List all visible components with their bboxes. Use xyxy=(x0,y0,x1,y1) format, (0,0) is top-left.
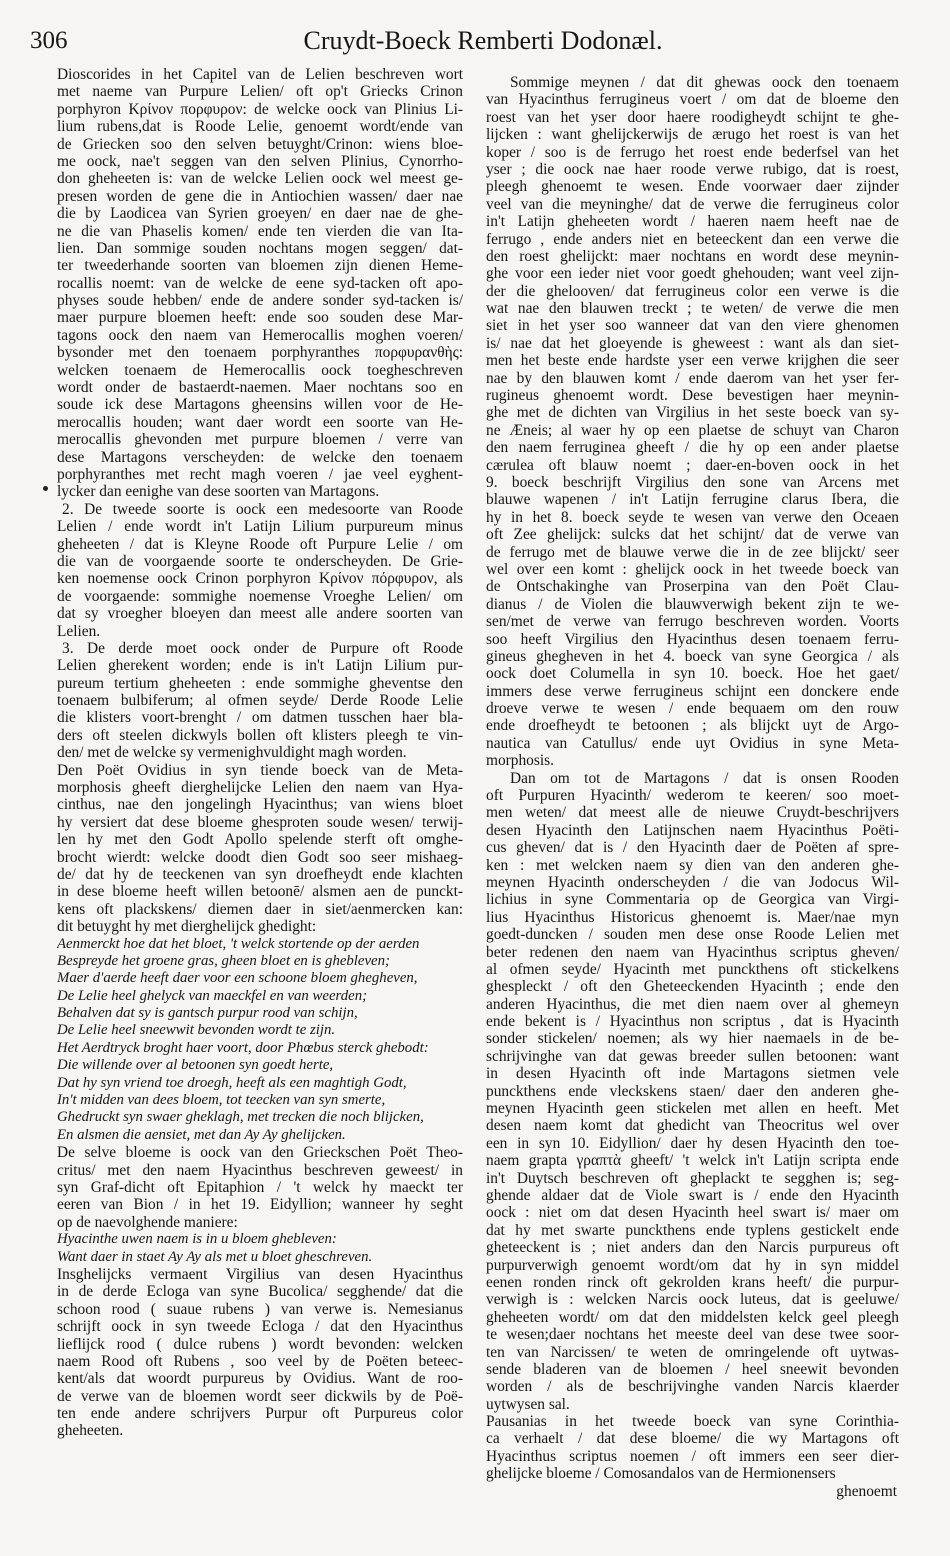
text-line: yser ; die oock nae haer roode verwe rubigo, dat is roest, xyxy=(486,160,899,178)
text-line: de/ dat hy de teeckenen van syn droefheydt ende klachten xyxy=(57,865,463,883)
text-line: Hyacinthe uwen naem is in u bloem ghebleven: xyxy=(57,1231,337,1248)
text-line: nautica van Catullus/ ende uyt Ovidius in syne Meta- xyxy=(486,734,899,752)
margin-mark xyxy=(43,486,48,491)
text-line: Bespreyde het groene gras, gheen bloet en is ghebleven; xyxy=(57,952,390,969)
text-line: dat hy met swarte punckthens ende typlens gestickelt ende xyxy=(486,1221,899,1239)
text-line: eeren van Bion / in het 19. Eidyllion; wanneer hy seght xyxy=(57,1196,463,1214)
text-line: van Hyacinthus ferrugineus voert / om dat de bloeme den xyxy=(486,91,899,109)
text-line: de Griecken soo den selven betuyght/Crinon: wiens bloe- xyxy=(57,135,463,153)
text-line: ten ende andere schrijvers Purpur oft Purpureus color xyxy=(57,1405,463,1423)
text-line: me oock, nae't seggen van den selven Plinius, Cynorrho- xyxy=(57,152,463,170)
text-line: De Lelie heel ghelyck van maeckfel en van weerden; xyxy=(57,987,368,1004)
text-line: dianus / de Violen die blauwverwigh bekent zijn te we- xyxy=(486,595,899,613)
text-line: meynen Hyacinth geen stickelen met allen en heeft. Met xyxy=(486,1100,899,1118)
text-line: cinthus, nae den jongelingh Hyacinthus; van wiens bloet xyxy=(57,796,463,814)
text-line: dit betuyght hy met dierghelijck ghedight: xyxy=(57,918,317,936)
text-line: ghe met de dichten van Virgilius in het seste boeck van sy- xyxy=(486,404,899,422)
text-line: In't midden van dees bloem, tot teecken van syn smerte, xyxy=(57,1092,386,1109)
paragraph xyxy=(486,1413,899,1483)
text-line: critus/ met den naem Hyacinthus beschreven geweest/ in xyxy=(57,1161,463,1179)
text-line: porphyranthes met recht magh voeren / jae veel eyghent- xyxy=(57,465,463,483)
text-line: ders oft steelen dickwyls bollen oft klisters pleegh te vin- xyxy=(57,726,463,744)
text-line: Dan om tot de Martagons / dat is onsen Rooden xyxy=(510,769,899,787)
text-line: Die willende over al betoonen syn goedt herte, xyxy=(57,1057,334,1074)
text-line: cærulea oft blauw noemt ; daer-en-boven oock in het xyxy=(486,456,899,474)
text-line: Lelien. xyxy=(57,622,101,640)
text-line: al ofmen seyde/ Hyacinth met punckthens oft stickelkens xyxy=(486,960,899,978)
text-line: siet in het yser soo wanneer dat van den viere ghenomen xyxy=(486,317,899,335)
text-line: soude ick dese Martagons gheensins willen voor de He- xyxy=(57,396,463,414)
text-line: tagons oock den naem van Hemerocallis moghen voeren/ xyxy=(57,326,463,344)
text-line: dese Martagons verscheyden: de welcke den toenaem xyxy=(57,448,463,466)
text-line: in desen Hyacinth oft inde Martagons sietmen vele xyxy=(486,1065,899,1083)
text-line: die klisters voort-brenght / om datmen tusschen haer bla- xyxy=(57,709,463,727)
text-line: in't Duytsch beschreven oft gheplackt te segghen is; seg- xyxy=(486,1169,899,1187)
text-line: oft Purpuren Hyacinth/ wederom te keeren/ soo moet- xyxy=(486,787,899,805)
text-line: schoon rood ( suaue rubens ) van verwe is. Nemesianus xyxy=(57,1300,463,1318)
text-line: is/ nae dat het gloeyende is gheweest : want als dan siet- xyxy=(486,334,899,352)
text-line: men het beste ende hardste yser een verwe krijghen die seer xyxy=(486,352,899,370)
text-line: men weten/ dat meest alle de nieuwe Cruydt-beschrijvers xyxy=(486,804,899,822)
text-line: morphosis. xyxy=(486,752,554,770)
text-line: ken noemense oock Crinon porphyron Κρίνον πόρφυρον, als xyxy=(57,570,463,588)
text-line: in de derde Ecloga van syne Bucolica/ segghende/ dat die xyxy=(57,1283,463,1301)
text-line: in dese bloeme heeft willen betoonē/ alsmen aen de punckt- xyxy=(57,883,463,901)
paragraph xyxy=(57,1144,463,1231)
text-line: En alsmen die aensiet, met dan Ay Ay ghelijcken. xyxy=(57,1126,346,1143)
text-line: die by Laodicea van Syrien groeyen/ en daer nae de ghe- xyxy=(57,205,463,223)
text-line: Insghelijcks vermaent Virgilius van desen Hyacinthus xyxy=(57,1265,463,1283)
text-line: ende droefheydt te betoonen ; als blijckt uyt de Argo- xyxy=(486,717,899,735)
text-line: sende bladeren van de bloemen / heel sneewit bevonden xyxy=(486,1360,899,1378)
text-line: Pausanias in het tweede boeck van syne Corinthia- xyxy=(486,1413,899,1431)
text-line: nae by den blauwen komt / ende daerom van het yser fer- xyxy=(486,369,899,387)
text-line: 3. De derde moet oock onder de Purpure oft Roode xyxy=(62,639,463,657)
text-line: lieflijck rood ( dulce rubens ) wordt bevonden: welcken xyxy=(57,1335,463,1353)
text-line: gheheeten wordt/ om dat den middelsten kelck geel pleegh xyxy=(486,1308,899,1326)
text-line: physes soude hebben/ ende de andere sonder syd-tacken is/ xyxy=(57,292,463,310)
text-line: De Lelie heel sneewwit bevonden wordt te zijn. xyxy=(57,1022,336,1039)
text-line: ter tweederhande soorten van bloemen zijn dienen Heme- xyxy=(57,257,463,275)
text-line: lijcken : want ghelijckerwijs de ærugo het roest is van het xyxy=(486,126,899,144)
running-title: Cruydt-Boeck Remberti Dodonæl. xyxy=(303,26,663,55)
text-line: gineus ghegheven in het 4. boeck van syne Georgica / als xyxy=(486,647,899,665)
text-line: den/ met de welcke sy vermenighvuldight magh worden. xyxy=(57,744,407,762)
text-line: maer purpure bloemen heeft: ende soo souden dese Mar- xyxy=(57,309,463,327)
paragraph xyxy=(57,936,463,1145)
text-line: ende bekent is / Hyacinthus non scriptus , dat is Hyacinth xyxy=(486,1013,899,1031)
text-line: ca verhaelt / dat dese bloeme/ die wy Martagons oft xyxy=(486,1430,899,1448)
text-line: presen worden de gene die in Antiochien wassen/ daer nae xyxy=(57,187,463,205)
text-line: blauwe wapenen / in't Latijn ferrugine clarus Ibera, die xyxy=(486,491,899,509)
text-line: punckthens ende vleckskens staen/ daer den anderen ghe- xyxy=(486,1082,899,1100)
text-line: soo heeft Virgilius den Hyacinthus desen toenaem ferru- xyxy=(486,630,899,648)
text-line: Den Poët Ovidius in syn tiende boeck van de Meta- xyxy=(57,761,463,779)
text-line: Aenmerckt hoe dat het bloet, 't welck stortende op der aerden xyxy=(57,935,420,952)
text-line: wel over een komt : ghelijck oock in het tweede boeck van xyxy=(486,560,899,578)
text-line: naem Rood oft Rubens , soo veel by de Poëten beteec- xyxy=(57,1352,463,1370)
text-line: rocallis noemt: van de welcke de eene syd-tacken oft apo- xyxy=(57,274,463,292)
text-line: ghe voor een ieder niet voor goedt ghehouden; want veel zijn- xyxy=(486,265,899,283)
text-line: immers dese verwe ferrugineus schijnt een donckere ende xyxy=(486,682,899,700)
text-line: verwigh is : welcken Narcis oock luteus, dat is geeluwe/ xyxy=(486,1291,899,1309)
text-line: Dioscorides in het Capitel van de Lelien beschreven wort xyxy=(57,66,463,83)
text-line: len hy met den Godt Apollo spelende sterft oft omghe- xyxy=(57,831,463,849)
text-line: bysonder met den toenaem porphyranthes πορφυρανθὴς: xyxy=(57,344,463,362)
text-line: anderen Hyacinthus, die met dien naem over al ghemeyn xyxy=(486,995,899,1013)
text-line: ghende aldaer dat de Viole swart is / ende den Hyacinth xyxy=(486,1187,899,1204)
text-line: sen/met de verwe van ferrugo beschreven worden. Voorts xyxy=(486,613,899,631)
text-line: 9. boeck beschrijft Virgilius den sone van Arcens met xyxy=(486,473,899,491)
text-line: syn Graf-dicht oft Epitaphion / 't welck hy maeckt ter xyxy=(57,1179,463,1196)
text-line: koper / soo is de ferrugo het roest ende bederfsel van het xyxy=(486,143,899,161)
text-line: ne Æneis; al waer hy op een plaetse de schuyt van Charon xyxy=(486,421,899,439)
text-line: ten van Narcissen/ te weten de omringelende oft uytwas- xyxy=(486,1343,899,1361)
text-line: wat nae den blauwen treckt ; te weten/ de verwe die men xyxy=(486,300,899,318)
text-line: rugineus ghenoemt wordt. Dese bevestigen haer meynin- xyxy=(486,387,899,405)
text-line: beter redenen den naem van Hyacinthus scriptus gheven/ xyxy=(486,943,899,961)
text-line: met naeme van Purpure Lelien/ oft op't Griecks Crinon xyxy=(57,83,463,101)
text-line: oft Zee ghelijck: sulcks dat het schijnt/ dat de verwe van xyxy=(486,526,899,544)
text-line: lichius in syne Commentaria op de Georgica van Virgi- xyxy=(486,891,899,909)
text-line: brocht wierdt: welcke doodt dien Godt soo seer mishaeg- xyxy=(57,848,463,866)
text-line: merocallis ghevonden met purpure bloemen / verre van xyxy=(57,431,463,449)
text-line: een in syn 10. Eidyllion/ daer hy desen Hyacinth den toe- xyxy=(486,1134,899,1152)
text-line: morphosis gheeft dierghelijcke Lelien den naem van Hya- xyxy=(57,779,463,797)
text-line: Hyacinthus scriptus noemen / oft immers een seer dier- xyxy=(486,1447,899,1465)
text-line: gheheeten. xyxy=(57,1422,124,1440)
text-line: Want daer in staet Ay Ay als met u bloet gheschreven. xyxy=(57,1248,373,1265)
text-line: porphyron Κρίνον πορφυρον: de welcke oock van Plinius Li- xyxy=(57,100,463,118)
text-line: schrijft oock in syn tweede Ecloga / dat den Hyacinthus xyxy=(57,1318,463,1336)
text-line: in't Latijn gheheeten wordt / haeren naem heeft nae de xyxy=(486,213,899,231)
text-line: ferrugo , ende anders niet en beteeckent dan een verwe die xyxy=(486,230,899,248)
text-line: worden / als de beschrijvinghe vanden Narcis klaerder xyxy=(486,1378,899,1396)
text-line: merocallis houden; want daer wordt een soorte van He- xyxy=(57,413,463,431)
paragraph xyxy=(57,762,463,936)
text-line: desen naem komt dat ghedicht van Theocritus wel over xyxy=(486,1117,899,1135)
text-line: kens oft plackskens/ diemen daer in siet/aenmercken kan: xyxy=(57,900,463,918)
text-line: schrijvinghe van dat gewas breeder sullen betoonen: want xyxy=(486,1047,899,1065)
text-line: Dat hy syn vriend toe droegh, heeft als een maghtigh Godt, xyxy=(57,1074,407,1091)
text-line: Maer d'aerde heeft daer voor een schoone bloem ghegheven, xyxy=(57,970,418,987)
text-line: de verwe van de bloemen wordt seer dickwils by de Poë- xyxy=(57,1387,463,1405)
text-line: lien. Dan sommige souden nochtans mogen seggen/ dat- xyxy=(57,239,463,257)
paragraph xyxy=(57,1231,463,1266)
text-line: purpurverwigh genoemt wordt/om dat hy in syn middel xyxy=(486,1256,899,1274)
text-line: pureum tertium gheheeten : ende sommighe gheventse den xyxy=(57,674,463,692)
text-line: ken : met welcken naem sy dien van den anderen ghe- xyxy=(486,856,899,874)
text-line: de voorgaende: sommighe noemense Vroeghe Lelien/ om xyxy=(57,587,463,605)
text-line: ghespleckt / oft den Gheteeckenden Hyacinth ; ende den xyxy=(486,978,899,996)
text-line: don gheheeten is: van de welcke Lelien oock wel meest ge- xyxy=(57,170,463,188)
text-line: wordt onder de bastaerdt-naemen. Maer nochtans soo en xyxy=(57,379,463,397)
text-line: eenen ronden rinck oft gekrolden krans heeft/ die purpur- xyxy=(486,1273,899,1291)
right-column xyxy=(486,74,899,1500)
text-line: desen Hyacinth den Latijnschen naem Hyacinthus Poëti- xyxy=(486,821,899,839)
text-line: ghelijcke bloeme / Comosandalos van de Hermionensers xyxy=(486,1465,836,1483)
text-line: cus gheven/ dat is / den Hyacinth daer de Poëten af spre- xyxy=(486,839,899,857)
text-line: lium rubens,dat is Roode Lelie, genoemt wordt/ende van xyxy=(57,118,463,136)
text-line: Behalven dat sy is gantsch purpur rood van schijn, xyxy=(57,1005,358,1022)
text-line: welcken toenaem de Hemerocallis oock toegheschreven xyxy=(57,361,463,379)
left-column xyxy=(57,66,463,1440)
text-line: de ferrugo met de blauwe verwe die in de zee blijckt/ seer xyxy=(486,543,899,561)
text-line: goedt-duncken / souden men dese onse Roode Lelien met xyxy=(486,926,899,944)
text-line: dat sy vroegher bloeyen dan meest alle andere soorten van xyxy=(57,605,463,623)
paragraph xyxy=(57,501,463,640)
text-line: hy in het 8. boeck seyde te wesen van verwe den Oceaen xyxy=(486,508,899,526)
paragraph xyxy=(57,66,463,501)
text-line: veel van die meyninghe/ dat de verwe die ferrugineus color xyxy=(486,195,899,213)
text-line: der die ghelooven/ dat ferrugineus color een verwe is die xyxy=(486,282,899,300)
text-line: lius Hyacinthus Historicus ghenoemt is. Maer/nae myn xyxy=(486,908,899,926)
text-line: naem grapta γραπτὰ gheeft/ 't welck in't Latijn scripta ende xyxy=(486,1152,899,1170)
page-number: 306 xyxy=(30,27,68,54)
text-line: kent/als dat woordt purpureus by Ovidius. Want de roo- xyxy=(57,1370,463,1388)
text-line: te wesen;daer nochtans het meeste deel van dese twee soor- xyxy=(486,1326,899,1344)
text-line: Het Aerdtryck broght haer voort, door Phœbus sterck ghebodt: xyxy=(57,1039,429,1056)
text-line: de Ontschakinghe van Proserpina van den Poët Clau- xyxy=(486,578,899,596)
text-line: sonder stickelen/ noemen; als wy hier naemaels in de be- xyxy=(486,1030,899,1048)
paragraph xyxy=(486,770,899,1413)
catchword: ghenoemt xyxy=(836,1482,897,1500)
text-line: Ghedruckt syn swaer gheklagh, met trecken die noch blijcken, xyxy=(57,1109,424,1126)
text-line: den roest ghelijckt: maer nochtans en wordt dese meynin- xyxy=(486,247,899,265)
text-line: toenaem bulbiferum; al ofmen seyde/ Derde Roode Lelie xyxy=(57,692,463,710)
paragraph xyxy=(486,74,899,770)
text-line: meynen Hyacinth onderscheyden / die van Jodocus Wil- xyxy=(486,873,899,891)
text-line: oock : niet om dat desen Hyacinth heel swart is/ maer om xyxy=(486,1204,899,1222)
text-line: pleegh ghenoemt te wesen. Ende voorwaer daer zijnder xyxy=(486,178,899,196)
text-line: roest van het yser door haere roodigheydt schijnt te ghe- xyxy=(486,108,899,126)
paragraph xyxy=(57,640,463,762)
paragraph xyxy=(57,1266,463,1440)
text-line: ne die van Phaselis komen/ ende ten vierden die van Ita- xyxy=(57,222,463,240)
text-line: De selve bloeme is oock van den Grieckschen Poët Theo- xyxy=(57,1144,463,1162)
text-line: droeve verwe te wesen / ende bequaem om den rouw xyxy=(486,700,899,718)
text-line: lycker dan eenighe van dese soorten van Martagons. xyxy=(57,483,380,501)
text-line: hy versiert dat dese bloeme ghesproten soude wesen/ terwij- xyxy=(57,813,463,831)
text-line: Sommige meynen / dat dit ghewas oock den toenaem xyxy=(510,74,899,91)
text-line: uytwysen sal. xyxy=(486,1395,570,1413)
text-line: oock doet Columella in syn 10. boeck. Hoe het gaet/ xyxy=(486,665,899,683)
text-line: 2. De tweede soorte is oock een medesoorte van Roode xyxy=(62,500,463,518)
text-line: op de naevolghende maniere: xyxy=(57,1213,238,1231)
text-line: den naem ferruginea gheeft / die hy op een ander plaetse xyxy=(486,439,899,457)
text-line: Lelien gherekent worden; ende is in't Latijn Lilium pur- xyxy=(57,657,463,675)
text-line: gheheeten / dat is Kleyne Roode oft Purpure Lelie / om xyxy=(57,535,463,553)
text-line: die van de voorgaende soorte te onderscheyden. De Grie- xyxy=(57,552,463,570)
text-line: Lelien / ende wordt in't Latijn Lilium purpureum minus xyxy=(57,518,463,536)
text-line: gheteeckent is ; niet anders dan den Narcis purpureus oft xyxy=(486,1239,899,1257)
